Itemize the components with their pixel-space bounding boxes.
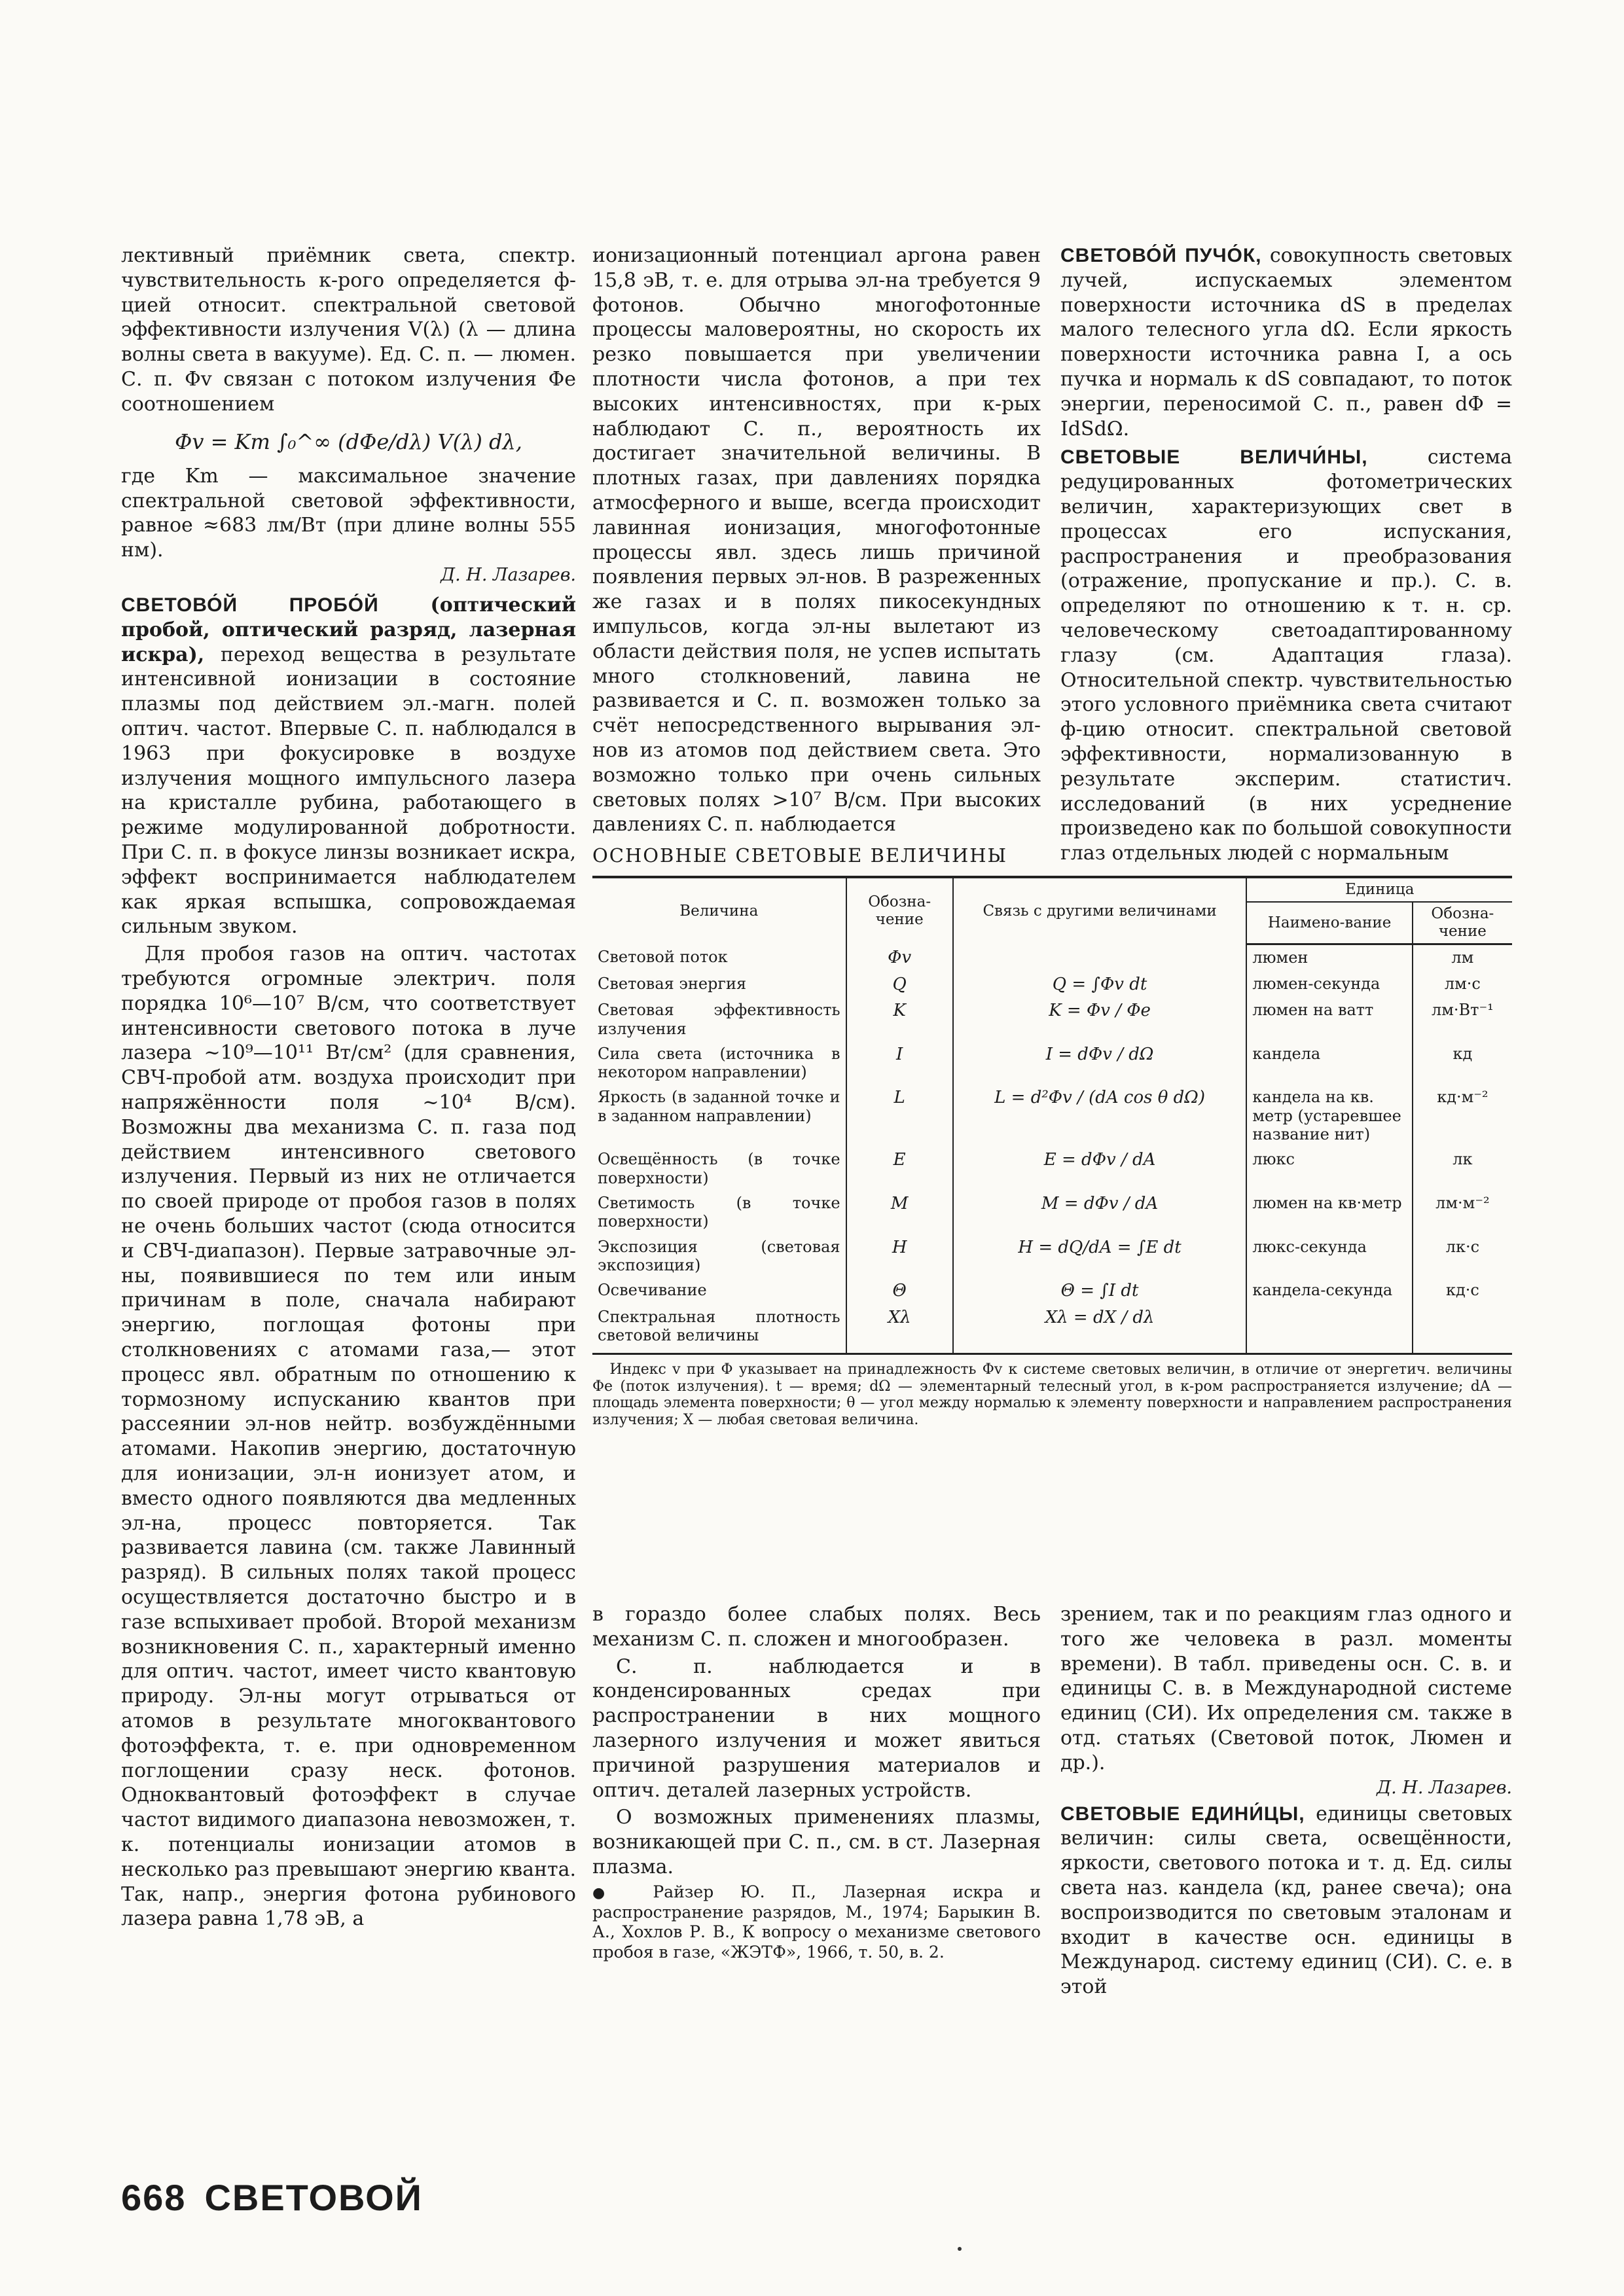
table-row <box>592 1041 1512 1085</box>
paragraph: С. п. наблюдается и в конденсированных средах при распространении в них мощного лазерного излучения и может явиться причиной разрушения материалов и оптич. деталей лазерных устройств. <box>592 1655 1041 1802</box>
cell-sym: H <box>846 1234 953 1278</box>
light-quantities-table-block <box>592 844 1512 1429</box>
cell-rel: Q = ∫Φv dt <box>953 971 1247 998</box>
cell-unit: кандела-секунда <box>1246 1278 1412 1304</box>
cell-name: Светимость (в точке поверхности) <box>592 1191 846 1234</box>
table-row <box>592 1191 1512 1234</box>
table-row <box>592 1304 1512 1354</box>
cell-rel: E = dΦv / dA <box>953 1147 1247 1191</box>
article-entry <box>1060 445 1512 866</box>
cell-abbr: лм·с <box>1444 974 1481 993</box>
cell-name: Световой поток <box>592 944 846 971</box>
cell-name: Спектральная плотность световой величины <box>592 1304 846 1354</box>
cell-unit: люмен <box>1246 944 1412 971</box>
cell-sym: M <box>846 1191 953 1234</box>
page-number: 668 <box>121 2177 187 2218</box>
paragraph: в гораздо более слабых полях. Весь механизм С. п. сложен и многообразен. <box>592 1603 1041 1651</box>
cell-unit <box>1246 1304 1412 1354</box>
table-row <box>592 1085 1512 1147</box>
cell-sym: I <box>846 1041 953 1085</box>
table-row <box>592 1147 1512 1191</box>
cell-rel: Xλ = dX / dλ <box>953 1304 1247 1354</box>
page-footer <box>121 2176 423 2219</box>
table-body <box>592 944 1512 1354</box>
cell-abbr: кд <box>1453 1044 1473 1063</box>
paragraph: Для пробоя газов на оптич. частотах требуются огромные электрич. поля порядка 10⁶—10⁷ В/см, что соответствует интенсивности светового потока в луче лазера ~10⁹—10¹¹ Вт/см² (для сравнения, СВЧ-пробой атм. воздуха происходит при напряжённости поля ~10⁴ В/см). Возможны два механизма С. п. газа под действием интенсивного светового излучения. Первый из них не отличается по своей природе от пробоя газов в полях не очень больших частот (сюда относится и СВЧ-диапазон). Первые затравочные эл-ны, появившиеся по тем или иным причинам в поле, сначала набирают энергию, поглощая фотоны при столкновениях с атомами газа,— этот процесс явл. обратным по отношению к тормозному испусканию квантов при рассеянии эл-нов нейтр. возбуждёнными атомами. Накопив энергию, достаточную для ионизации, эл-н ионизует атом, и вместо одного появляются два медленных эл-на, процесс повторяется. Так развивается лавина (см. также Лавинный разряд). В сильных полях такой процесс осуществляется достаточно быстро и в газе вспыхивает пробой. Второй механизм возникновения С. п., характерный именно для оптич. частот, имеет чисто квантовую природу. Эл-ны могут отрываться от атомов в результате многоквантового фотоэффекта, т. е. при одновременном поглощении сразу неск. фотонов. Одноквантовый фотоэффект в случае частот видимого диапазона невозможен, т. к. потенциалы ионизации атомов в несколько раз превышают энергию кванта. Так, напр., энергия фотона рубинового лазера равна 1,78 эВ, а <box>121 942 576 1931</box>
cell-name: Сила света (источника в некотором направлении) <box>592 1041 846 1085</box>
cell-abbr: кд·с <box>1445 1281 1479 1300</box>
table-row <box>592 1278 1512 1304</box>
headword-synonyms: (оптический пробой, оптический разряд, лазерная искра), <box>121 594 576 666</box>
cell-unit: люмен-секунда <box>1246 971 1412 998</box>
headword: СВЕТОВО́Й ПРОБО́Й <box>121 594 379 617</box>
cell-name: Световая эффективность излучения <box>592 997 846 1041</box>
column-3-bottom <box>1060 1602 1512 2000</box>
cell-abbr: лм·м⁻² <box>1435 1194 1490 1213</box>
author-signature: Д. Н. Лазарев. <box>441 565 576 586</box>
cell-name: Освещённость (в точке поверхности) <box>592 1147 846 1191</box>
cell-sym: E <box>846 1147 953 1191</box>
table-title: ОСНОВНЫЕ СВЕТОВЫЕ ВЕЛИЧИНЫ <box>592 844 1008 867</box>
cell-sym: Θ <box>846 1278 953 1304</box>
paragraph: где Km — максимальное значение спектральной световой эффективности, равное ≈683 лм/Вт (при длине волны 555 нм). <box>121 464 576 562</box>
cell-unit: кандела на кв. метр (устаревшее название нит) <box>1246 1085 1412 1147</box>
cell-sym: Xλ <box>846 1304 953 1354</box>
paragraph: О возможных применениях плазмы, возникающей при С. п., см. в ст. Лазерная плазма. <box>592 1806 1041 1878</box>
paragraph: совокупность световых лучей, испускаемых элементом поверхности источника dS в пределах малого телесного угла dΩ. Если яркость поверхности источника равна I, а ось пучка и нормаль к dS совпадают, то поток энергии, переносимой С. п., равен dΦ = IdSdΩ. <box>1060 244 1512 440</box>
cell-abbr: лк <box>1453 1150 1473 1169</box>
article-entry <box>121 593 576 939</box>
header-unit-name: Наимено-вание <box>1246 902 1412 944</box>
cell-abbr: кд·м⁻² <box>1437 1088 1489 1107</box>
column-1 <box>121 243 576 1931</box>
cell-sym: K <box>846 997 953 1041</box>
cell-rel: K = Φv / Φe <box>953 997 1247 1041</box>
cell-name: Освечивание <box>592 1278 846 1304</box>
cell-name: Экспозиция (световая экспозиция) <box>592 1234 846 1278</box>
scan-speck <box>958 2247 962 2251</box>
cell-abbr <box>1413 1304 1512 1354</box>
header-unit-group: Единица <box>1246 877 1512 902</box>
table-footnote: Индекс v при Φ указывает на принадлежность Φv к системе световых величин, в отличие от энергетич. величины Φe (поток излучения). t — время; dΩ — элементарный телесный угол, в к-ром распространяется излучение; dA — площадь элемента поверхности; θ — угол между нормалью к элементу поверхности и направлением распространения излучения; X — любая световая величина. <box>592 1361 1512 1429</box>
header-symbol: Обозна-чение <box>846 877 953 944</box>
table-row <box>592 1234 1512 1278</box>
headword: СВЕТОВЫЕ ЕДИНИ́ЦЫ, <box>1060 1803 1305 1825</box>
paragraph: ионизационный потенциал аргона равен 15,8 эВ, т. е. для отрыва эл-на требуется 9 фотонов. Обычно многофотонные процессы маловероятны, но скорость их резко повышается при увеличении плотности числа фотонов, а при тех высоких интенсивностях, при к-рых наблюдают С. п., вероятность их достигает значительной величины. В плотных газах, при давлениях порядка атмосферного и выше, всегда происходит лавинная ионизация, многофотонные процессы явл. здесь лишь причиной появления первых эл-нов. В разреженных же газах и в полях пикосекундных импульсов, когда эл-ны вылетают из области действия поля, не успев испытать много столкновений, лавина не развивается и С. п. возможен только за счёт непосредственного вырывания эл-нов из атомов под действием света. Это возможно только при очень сильных световых полях >10⁷ В/см. При высоких давлениях С. п. наблюдается <box>592 244 1041 836</box>
paragraph: лективный приёмник света, спектр. чувствительность к-рого определяется ф-цией относит. спектральной световой эффективности излучения V(λ) (λ — длина волны света в вакууме). Ед. С. п. — люмен. С. п. Φv связан с потоком излучения Φe соотношением <box>121 244 576 416</box>
formula: Φv = Km ∫₀^∞ (dΦe/dλ) V(λ) dλ, <box>175 429 522 454</box>
header-quantity: Величина <box>592 877 846 944</box>
cell-rel <box>953 944 1247 971</box>
cell-rel: H = dQ/dA = ∫E dt <box>953 1234 1247 1278</box>
article-entry <box>1060 1802 1512 2000</box>
header-relation: Связь с другими величинами <box>953 877 1247 944</box>
headword: СВЕТОВЫЕ ВЕЛИЧИ́НЫ, <box>1060 446 1368 469</box>
cell-unit: люмен на кв·метр <box>1246 1191 1412 1234</box>
cell-abbr: лм·Вт⁻¹ <box>1432 1001 1494 1020</box>
table-row <box>592 971 1512 998</box>
cell-name: Яркость (в заданной точке и в заданном направлении) <box>592 1085 846 1147</box>
table-row <box>592 997 1512 1041</box>
cell-abbr: лм <box>1451 948 1474 967</box>
column-2-bottom <box>592 1602 1041 1962</box>
cell-unit: люмен на ватт <box>1246 997 1412 1041</box>
article-entry <box>1060 243 1512 441</box>
paragraph: переход вещества в результате интенсивной ионизации в состояние плазмы под действием эл.-магн. полей оптич. частот. Впервые С. п. наблюдался в 1963 при фокусировке в воздухе излучения мощного импульсного лазера на кристалле рубина, работающего в режиме модулированной добротности. При С. п. в фокусе линзы возникает искра, эффект воспринимается наблюдателем как яркая вспышка, сопровождаемая сильным звуком. <box>121 643 576 939</box>
cell-rel: I = dΦv / dΩ <box>953 1041 1247 1085</box>
reference-text: Райзер Ю. П., Лазерная искра и распространение разрядов, М., 1974; Барыкин В. А., Хохлов Р. В., К вопросу о механизме светового пробоя в газе, «ЖЭТФ», 1966, т. 50, в. 2. <box>592 1882 1041 1962</box>
cell-abbr: лк·с <box>1445 1237 1480 1256</box>
cell-unit: люкс-секунда <box>1246 1234 1412 1278</box>
cell-sym: Φv <box>846 944 953 971</box>
references <box>592 1882 1041 1962</box>
bullet-icon: ● <box>592 1884 626 1901</box>
author-signature: Д. Н. Лазарев. <box>1377 1777 1512 1798</box>
headword: СВЕТОВО́Й ПУЧО́К, <box>1060 245 1262 266</box>
paragraph: система редуцированных фотометрических величин, характеризующих свет в процессах его испускания, распространения и преобразования (отражение, пропускание и пр.). С. в. определяют по отношению к т. н. ср. человеческому светоадаптированному глазу (см. Адаптация глаза). Относительной спектр. чувствительностью этого условного приёмника света считают ф-цию относит. спектральной световой эффективности, нормализованную в результате эксперим. статистич. исследований (в них усреднение произведено как по большой совокупности глаз отдельных людей с нормальным <box>1060 446 1512 865</box>
cell-name: Световая энергия <box>592 971 846 998</box>
light-quantities-table <box>592 876 1512 1355</box>
cell-sym: Q <box>846 971 953 998</box>
cell-rel: L = d²Φv / (dA cos θ dΩ) <box>953 1085 1247 1147</box>
table-row <box>592 944 1512 971</box>
cell-sym: L <box>846 1085 953 1147</box>
running-head: СВЕТОВОЙ <box>204 2177 423 2218</box>
cell-rel: Θ = ∫I dt <box>953 1278 1247 1304</box>
paragraph: зрением, так и по реакциям глаз одного и того же человека в разл. моменты времени). В табл. приведены осн. С. в. и единицы С. в. в Международной системе единиц (СИ). Их определения см. также в отд. статьях (Световой поток, Люмен и др.). <box>1060 1603 1512 1774</box>
paragraph: единицы световых величин: силы света, освещённости, яркости, светового потока и т. д. Ед. силы света наз. кандела (кд, ранее свеча); она воспроизводится по световым эталонам и входит в качестве осн. единицы в Международ. систему единиц (СИ). С. е. в этой <box>1060 1802 1512 1999</box>
cell-unit: кандела <box>1246 1041 1412 1085</box>
column-3-top <box>1060 243 1512 866</box>
header-unit-symbol: Обозна-чение <box>1413 902 1512 944</box>
cell-unit: люкс <box>1246 1147 1412 1191</box>
cell-rel: M = dΦv / dA <box>953 1191 1247 1234</box>
column-2-top <box>592 243 1041 837</box>
